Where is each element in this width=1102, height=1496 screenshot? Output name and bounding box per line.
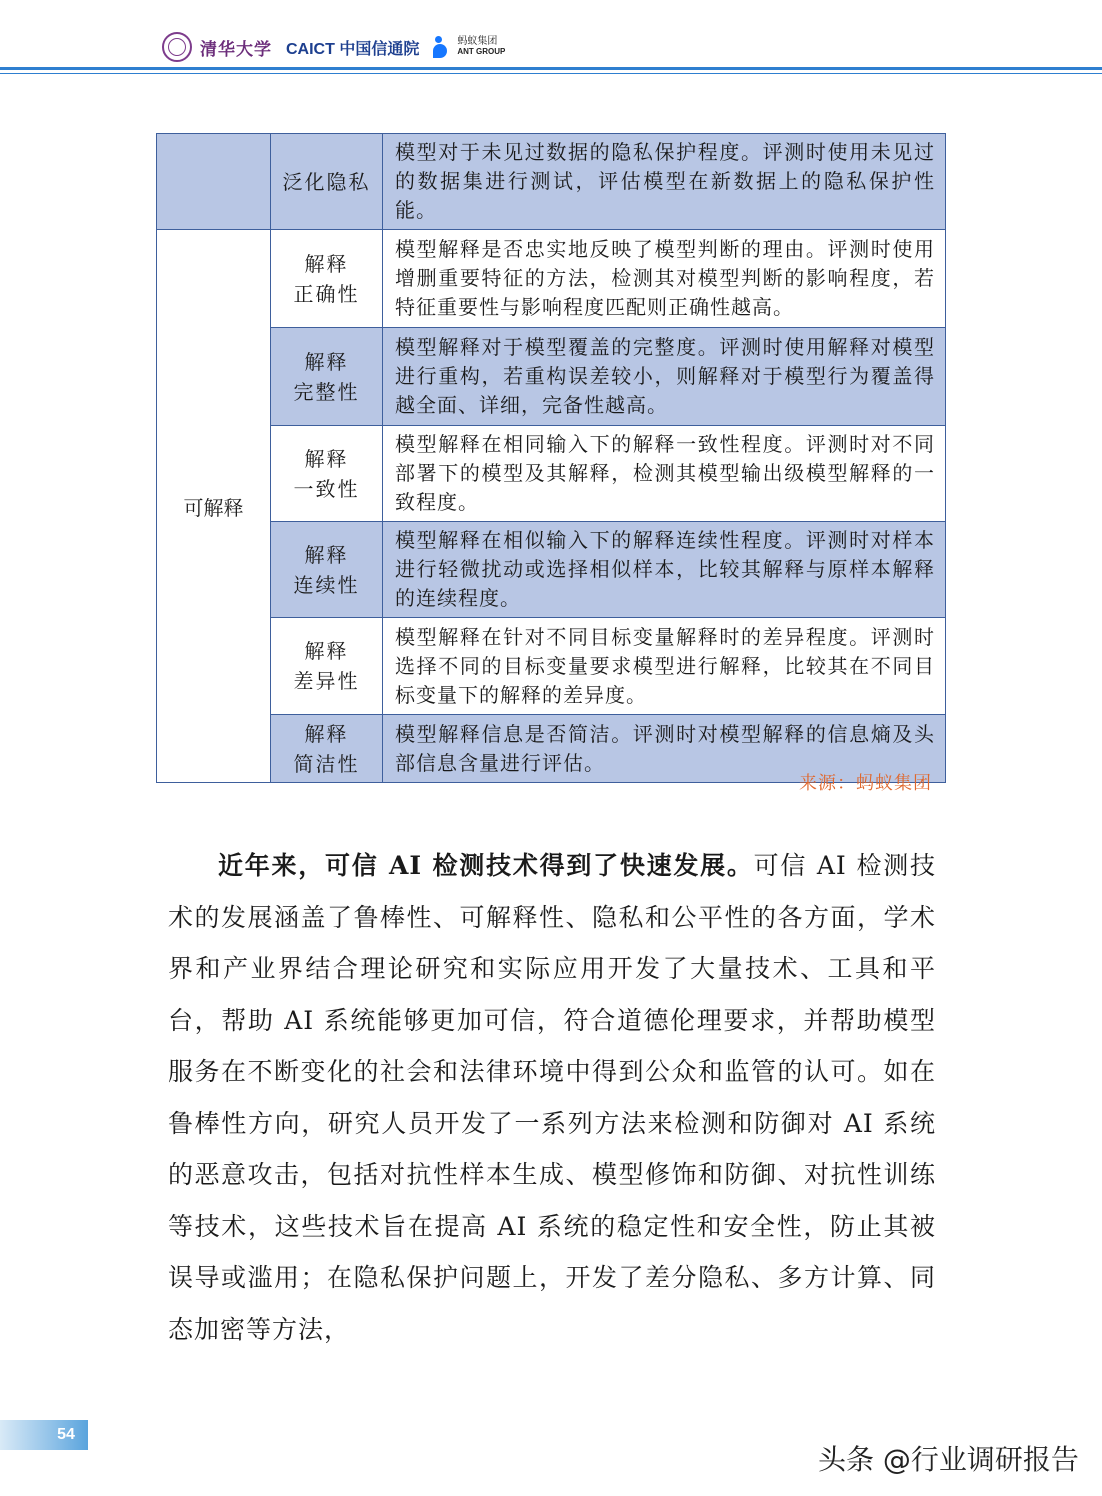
- table-row: [157, 328, 946, 426]
- table-row: [157, 618, 946, 715]
- evaluation-table: [156, 133, 946, 783]
- tsinghua-seal-icon: [162, 32, 192, 62]
- ant-group-logo: 蚂蚁集团 ANT GROUP: [457, 36, 506, 56]
- body-paragraph: [168, 840, 936, 1355]
- tsinghua-logo: 清华大学: [200, 39, 272, 60]
- table-cell-description: 模型解释对于模型覆盖的完整度。评测时使用解释对模型进行重构，若重构误差较小，则解释对于模型行为覆盖得越全面、详细，完备性越高。: [383, 328, 946, 426]
- table-cell-subcategory: 解释 连续性: [271, 522, 383, 618]
- table-cell-subcategory: 泛化隐私: [271, 134, 383, 230]
- page-header: [0, 0, 1102, 80]
- table-cell-description: 模型解释在相同输入下的解释一致性程度。评测时对不同部署下的模型及其解释，检测其模型输出级模型解释的一致程度。: [383, 426, 946, 522]
- table-cell-description: 模型对于未见过数据的隐私保护程度。评测时使用未见过的数据集进行测试，评估模型在新数据上的隐私保护性能。: [383, 134, 946, 230]
- table-cell-subcategory: 解释 一致性: [271, 426, 383, 522]
- header-rule-thick: [0, 67, 1102, 70]
- table-cell-description: 模型解释是否忠实地反映了模型判断的理由。评测时使用增删重要特征的方法，检测其对模型判断的影响程度，若特征重要性与影响程度匹配则正确性越高。: [383, 230, 946, 328]
- table-row: [157, 426, 946, 522]
- table-cell-description: 模型解释在相似输入下的解释连续性程度。评测时对样本进行轻微扰动或选择相似样本，比较其解释与原样本解释的连续程度。: [383, 522, 946, 618]
- table-row: [157, 230, 946, 328]
- table-cell-description: 模型解释信息是否简洁。评测时对模型解释的信息熵及头部信息含量进行评估。: [383, 715, 946, 783]
- page-number: 54: [57, 1426, 75, 1443]
- ant-group-icon: [433, 36, 449, 58]
- watermark-text: 头条 @行业调研报告: [818, 1443, 1079, 1476]
- paragraph-lead: 近年来，可信 AI 检测技术得到了快速发展。: [218, 851, 754, 880]
- table-cell-category-empty: [157, 134, 271, 230]
- table-cell-subcategory: 解释 正确性: [271, 230, 383, 328]
- table-cell-description: 模型解释在针对不同目标变量解释时的差异程度。评测时选择不同的目标变量要求模型进行解释，比较其在不同目标变量下的解释的差异度。: [383, 618, 946, 715]
- table-cell-subcategory: 解释 简洁性: [271, 715, 383, 783]
- table-cell-subcategory: 解释 差异性: [271, 618, 383, 715]
- table-row: [157, 134, 946, 230]
- table-cell-category: 可解释: [157, 230, 271, 783]
- table-row: [157, 522, 946, 618]
- header-logos: [162, 30, 505, 64]
- table-source-note: 来源：蚂蚁集团: [799, 773, 932, 794]
- header-rule-thin: [0, 73, 1102, 74]
- table-cell-subcategory: 解释 完整性: [271, 328, 383, 426]
- paragraph-text: 可信 AI 检测技术的发展涵盖了鲁棒性、可解释性、隐私和公平性的各方面，学术界和产业界结合理论研究和实际应用开发了大量技术、工具和平台，帮助 AI 系统能够更加可信，符合道德伦理要求，并帮助模型服务在不断变化的社会和法律环境中得到公众和监管的认可。如在鲁棒性方向，研究人员开发了一系列方法来检测和防御对 AI 系统的恶意攻击，包括对抗性样本生成、模型修饰和防御、对抗性训练等技术，这些技术旨在提高 AI 系统的稳定性和安全性，防止其被误导或滥用；在隐私保护问题上，开发了差分隐私、多方计算、同态加密等方法，: [168, 851, 936, 1344]
- caict-logo: CAICT 中国信通院: [286, 40, 420, 58]
